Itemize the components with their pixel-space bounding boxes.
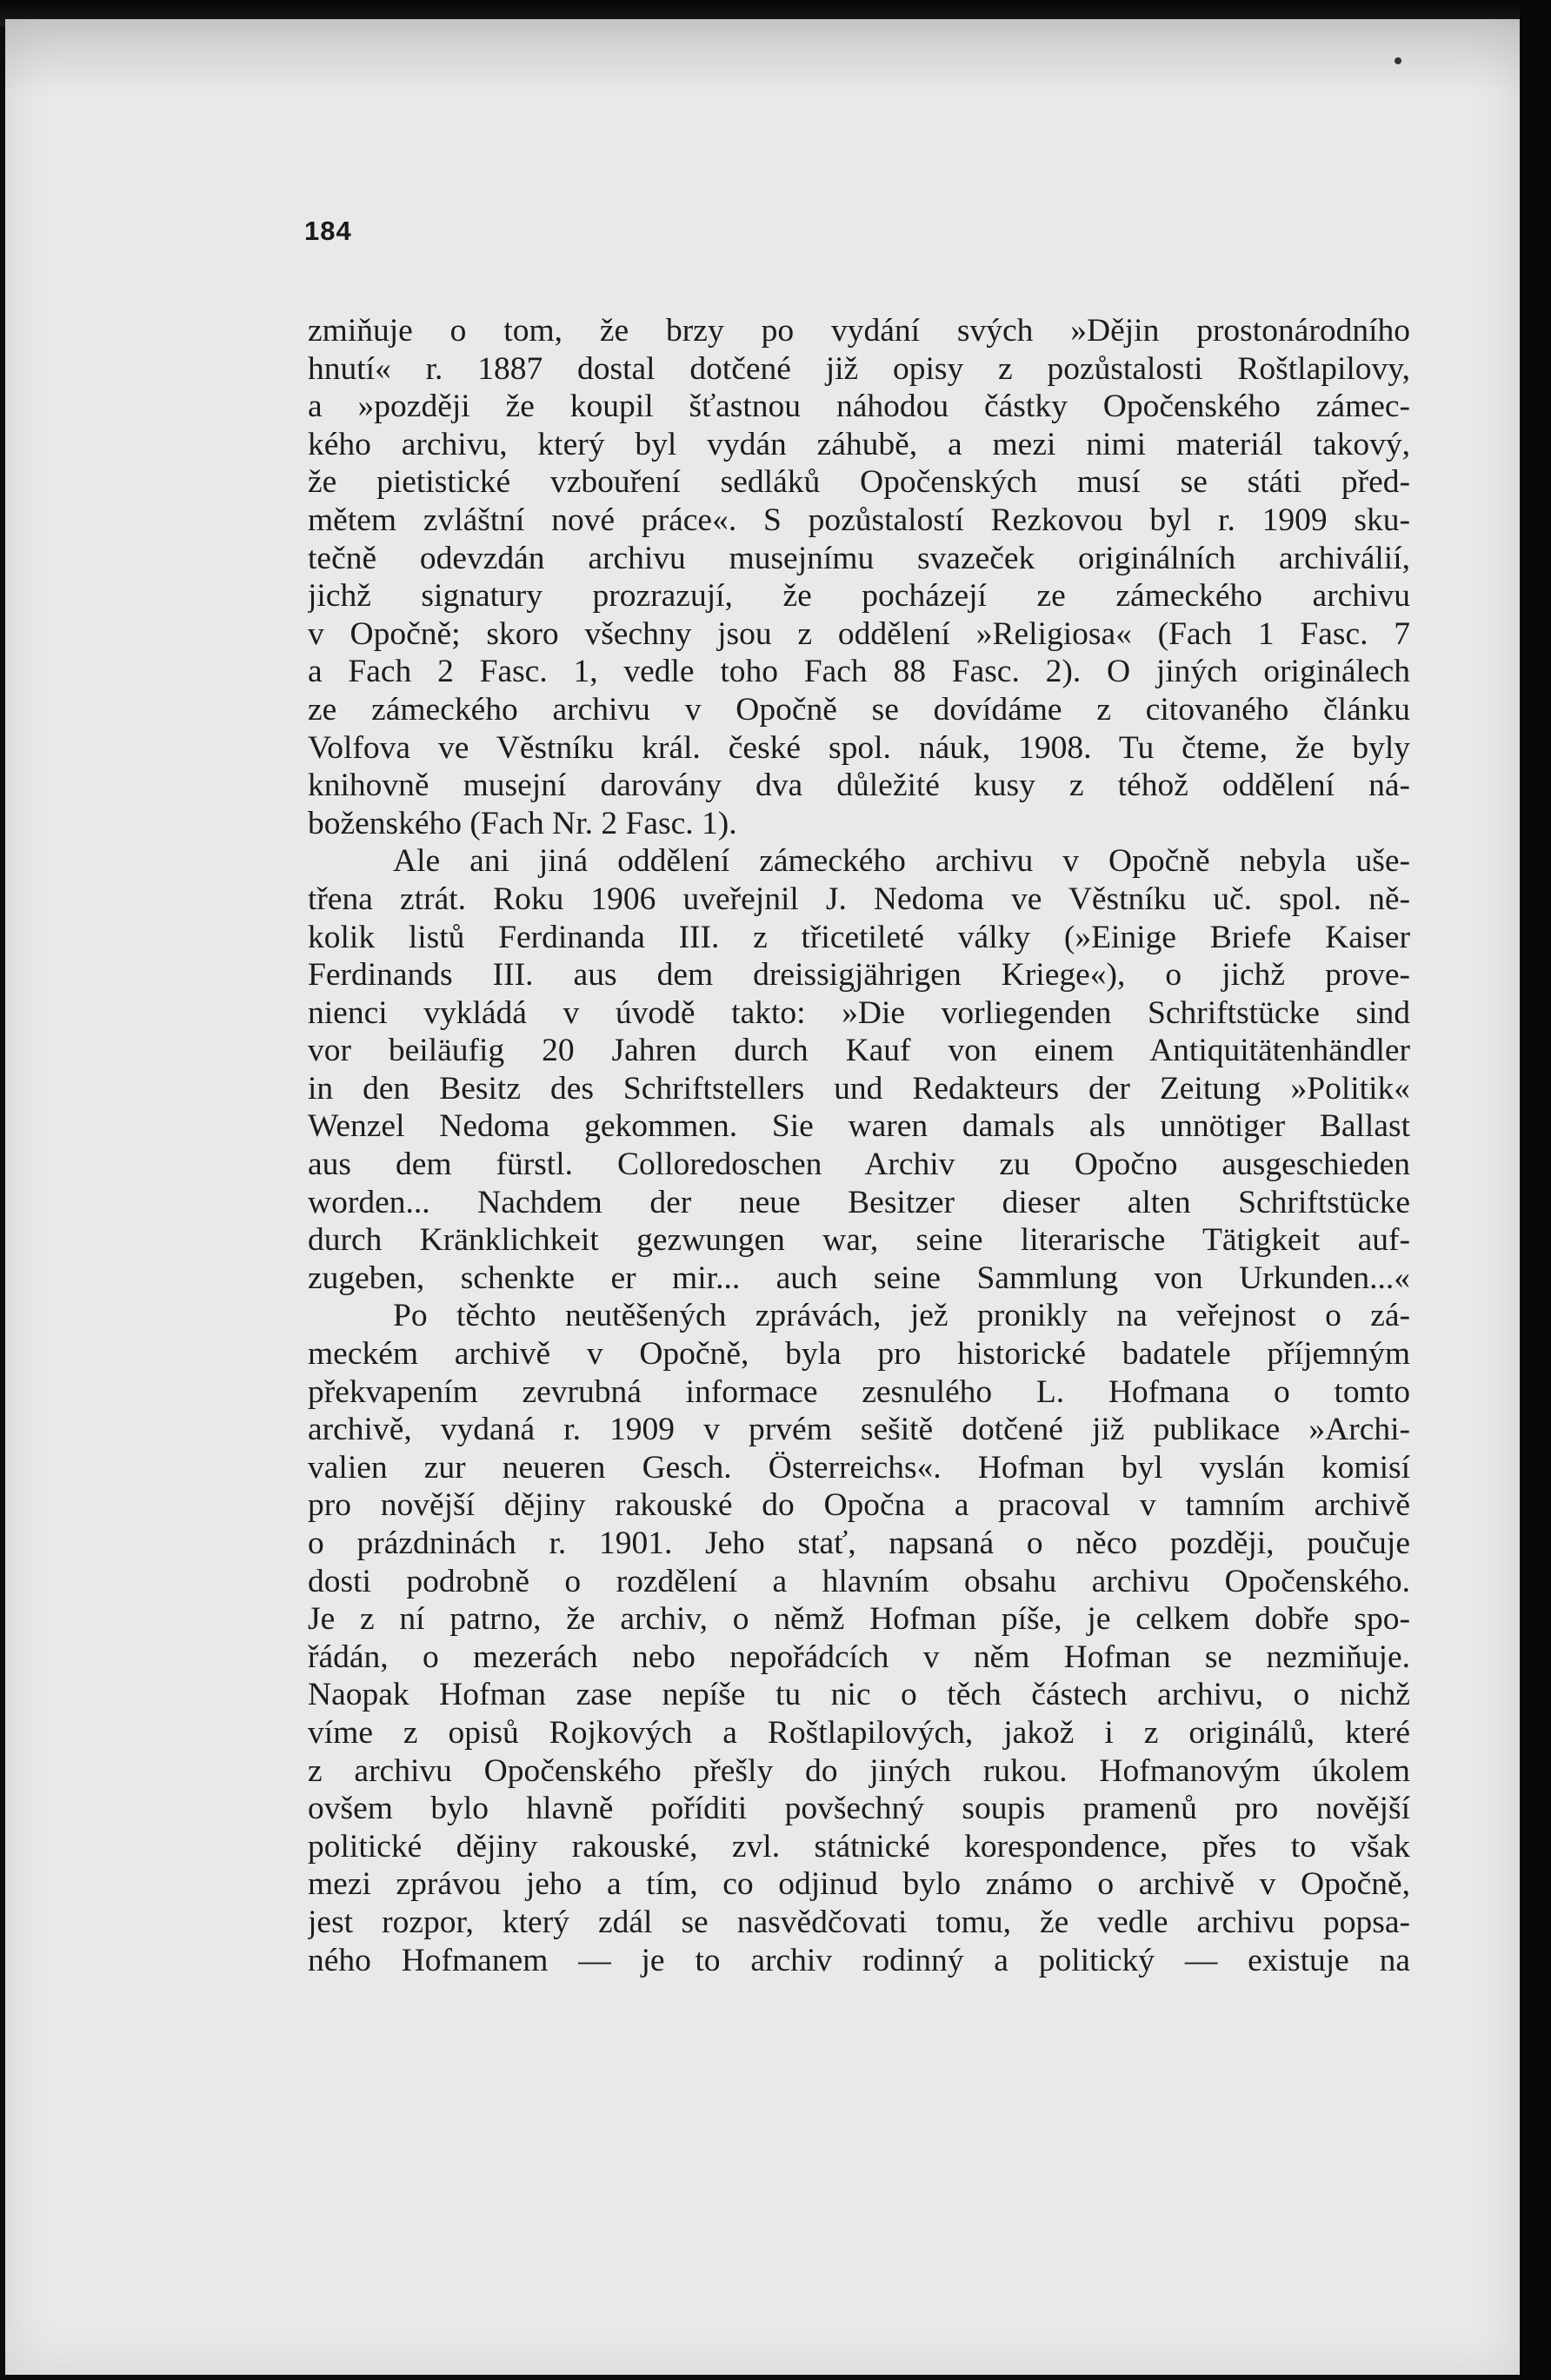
text-line: aus dem fürstl. Colloredoschen Archiv zu Opočno ausgeschieden	[308, 1147, 1410, 1183]
text-line: hnutí« r. 1887 dostal dotčené již opisy z pozůstalosti Roštlapilovy,	[308, 350, 1410, 387]
text-line: meckém archivě v Opočně, byla pro historické badatele příjemným	[308, 1336, 1410, 1373]
text-line: Wenzel Nedoma gekommen. Sie waren damals als unnötiger Ballast	[308, 1108, 1410, 1145]
text-line: ného Hofmanem — je to archiv rodinný a politický — existuje na	[308, 1942, 1410, 1978]
text-line: zmiňuje o tom, že brzy po vydání svých »Dějin prostonárodního	[308, 313, 1410, 349]
page-number: 184	[304, 216, 352, 246]
text-line: politické dějiny rakouské, zvl. státnické korespondence, přes to však	[308, 1828, 1410, 1865]
text-line: Naopak Hofman zase nepíše tu nic o těch částech archivu, o nichž	[308, 1677, 1410, 1713]
text-line: zugeben, schenkte er mir... auch seine Sammlung von Urkunden...«	[308, 1260, 1410, 1296]
text-line: durch Kränklichkeit gezwungen war, seine literarische Tätigkeit auf-	[308, 1222, 1410, 1259]
text-line: a »později že koupil šťastnou náhodou částky Opočenského zámec-	[308, 389, 1410, 425]
text-line: že pietistické vzbouření sedláků Opočenských musí se státi před-	[308, 464, 1410, 501]
scan-border-right	[1520, 0, 1551, 2380]
text-line: mětem zvláštní nové práce«. S pozůstalostí Rezkovou byl r. 1909 sku-	[308, 502, 1410, 538]
ink-speck	[1395, 57, 1401, 64]
book-page	[5, 19, 1520, 2375]
text-line: ovšem bylo hlavně poříditi povšechný soupis pramenů pro novější	[308, 1791, 1410, 1827]
text-line: a Fach 2 Fasc. 1, vedle toho Fach 88 Fasc. 2). O jiných originálech	[308, 654, 1410, 690]
body-text	[308, 312, 1410, 1979]
text-line: knihovně musejní darovány dva důležité kusy z téhož oddělení ná-	[308, 768, 1410, 804]
text-line: ze zámeckého archivu v Opočně se dovídáme z citovaného článku	[308, 691, 1410, 728]
text-line: in den Besitz des Schriftstellers und Redakteurs der Zeitung »Politik«	[308, 1070, 1410, 1107]
text-line: Ale ani jiná oddělení zámeckého archivu v Opočně nebyla uše-	[393, 843, 1410, 880]
text-line: mezi zprávou jeho a tím, co odjinud bylo známo o archivě v Opočně,	[308, 1866, 1410, 1903]
text-line: valien zur neueren Gesch. Österreichs«. Hofman byl vyslán komisí	[308, 1449, 1410, 1486]
text-line: pro novější dějiny rakouské do Opočna a pracoval v tamním archivě	[308, 1487, 1410, 1524]
text-line: boženského (Fach Nr. 2 Fasc. 1).	[308, 805, 737, 841]
text-line: jest rozpor, který zdál se nasvědčovati tomu, že vedle archivu popsa-	[308, 1904, 1410, 1940]
text-line: v Opočně; skoro všechny jsou z oddělení »Religiosa« (Fach 1 Fasc. 7	[308, 615, 1410, 652]
text-line: vor beiläufig 20 Jahren durch Kauf von einem Antiquitätenhändler	[308, 1033, 1410, 1069]
text-line: kolik listů Ferdinanda III. z třicetileté války (»Einige Briefe Kaiser	[308, 919, 1410, 955]
text-line: Ferdinands III. aus dem dreissigjährigen Kriege«), o jichž prove-	[308, 957, 1410, 994]
text-line: archivě, vydaná r. 1909 v prvém sešitě dotčené již publikace »Archi-	[308, 1412, 1410, 1448]
text-line: Je z ní patrno, že archiv, o němž Hofman píše, je celkem dobře spo-	[308, 1601, 1410, 1638]
text-line: dosti podrobně o rozdělení a hlavním obsahu archivu Opočenského.	[308, 1563, 1410, 1599]
text-line: nienci vykládá v úvodě takto: »Die vorliegenden Schriftstücke sind	[308, 994, 1410, 1031]
text-line: Volfova ve Věstníku král. české spol. náuk, 1908. Tu čteme, že byly	[308, 729, 1410, 766]
text-line: z archivu Opočenského přešly do jiných rukou. Hofmanovým úkolem	[308, 1752, 1410, 1789]
text-line: třena ztrát. Roku 1906 uveřejnil J. Nedoma ve Věstníku uč. spol. ně-	[308, 881, 1410, 917]
text-line: Po těchto neutěšených zprávách, jež pronikly na veřejnost o zá-	[393, 1298, 1410, 1334]
text-line: řádán, o mezerách nebo nepořádcích v něm Hofman se nezmiňuje.	[308, 1639, 1410, 1675]
text-line: překvapením zevrubná informace zesnulého L. Hofmana o tomto	[308, 1373, 1410, 1410]
text-line: tečně odevzdán archivu musejnímu svazeček originálních archiválií,	[308, 540, 1410, 576]
text-line: víme z opisů Rojkových a Roštlapilových, jakož i z originálů, které	[308, 1714, 1410, 1751]
text-line: kého archivu, který byl vydán záhubě, a mezi nimi materiál takový,	[308, 426, 1410, 462]
page-discoloration	[5, 19, 1520, 97]
text-line: jichž signatury prozrazují, že pocházejí ze zámeckého archivu	[308, 578, 1410, 615]
text-line: o prázdninách r. 1901. Jeho stať, napsaná o něco později, poučuje	[308, 1526, 1410, 1561]
text-line: worden... Nachdem der neue Besitzer dieser alten Schriftstücke	[308, 1184, 1410, 1220]
